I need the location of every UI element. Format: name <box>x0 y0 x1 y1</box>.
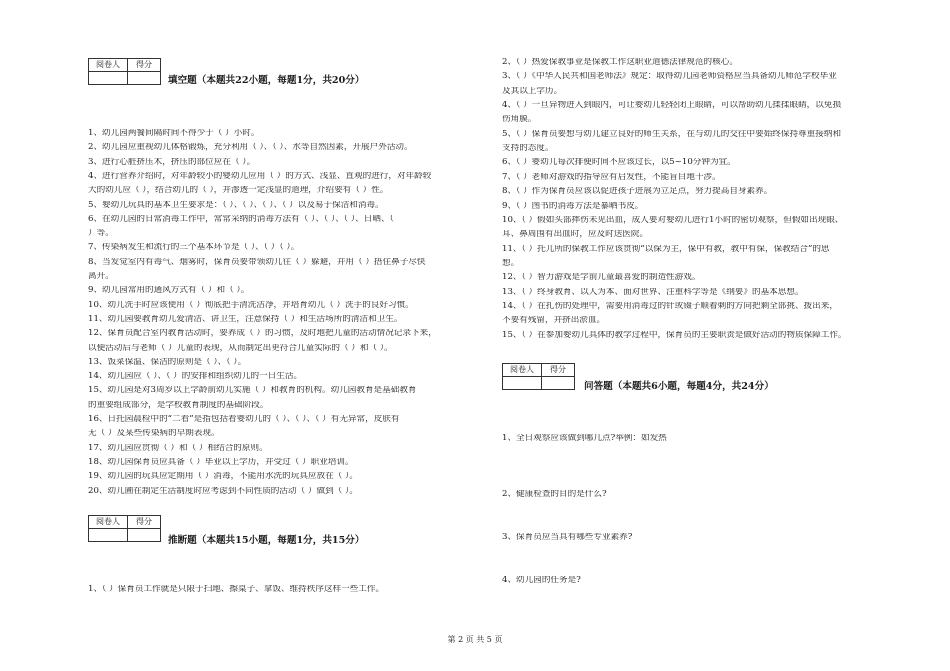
fill-question-line: 的重要组成部分，是学校教育制度的基础阶段。 <box>88 400 269 410</box>
judge-question-line: 6、（ ）婴幼儿每次排便时间不应该过长，以5~10分钟为宜。 <box>502 158 736 168</box>
fill-question-line: 13、饭菜保温、保洁的原则是（ ）、（ ）。 <box>88 357 247 367</box>
score-label-grader: 阅卷人 <box>89 516 128 529</box>
judge-question-line: 8、（ ）作为保育员应该以促进孩子进展为立足点，努力提高自身素养。 <box>502 187 773 196</box>
judge-question-line: 11、（ ）托儿所的保教工作应该贯彻“以保为主，保中有教，教中有保，保教结合”的思 <box>502 244 830 254</box>
fill-question-line: 7、传染病发生和流行的三个基本环节是（ ）、（ ）（ ）。 <box>88 243 300 252</box>
judge-question-line: 想。 <box>502 258 520 268</box>
fill-question-line: 大的幼儿应（ ），结合幼儿的（ ），并渗透一定浅显的道理，介绍要有（ ）性。 <box>88 186 389 195</box>
score-label-grader: 阅卷人 <box>503 364 542 377</box>
judge-question-line: 9、（ ）图书的消毒方法是暴晒书皮。 <box>502 201 644 211</box>
judge-question-line: 13、（ ）终身教育、以人为本、面对世界、注重科学等是《纲要》的基本思想。 <box>502 287 804 297</box>
fill-question-line: 离开。 <box>88 272 114 281</box>
fill-question-line: 3、进行心脏挤压术，挤压的部位应在（ ）。 <box>88 157 256 167</box>
score-label-score: 得分 <box>128 59 161 72</box>
judge-question-line: 10、（ ）假如头部摔伤未见出血，成人要对婴幼儿进行1小时的密切观察，但假如出现眼、 <box>502 215 844 225</box>
fill-question-line: 14、幼儿园应（ ）、（ ）的安排和组织幼儿的一日生活。 <box>88 372 303 381</box>
qa-question-1: 1、全日观察应该做到哪几点?举例：如发热 <box>502 434 667 443</box>
judge-question-line: 伤角膜。 <box>502 115 537 124</box>
qa-question-4: 4、幼儿园的任务是? <box>502 576 581 585</box>
judge-question-line: 支持的态度。 <box>502 144 554 153</box>
fill-question-line: 2、幼儿园应重视幼儿体格锻炼，充分利用（ ）、（ ）、水等自然因素，开展户外活动。 <box>88 143 413 152</box>
page-number: 第 2 页 共 5 页 <box>447 635 503 644</box>
fill-question-line: ）等。 <box>88 229 114 238</box>
judge-question-1: 1、（ ）保育员工作就是只限于扫地、擦桌子、拿饭、维持秩序这样一些工作。 <box>88 585 385 594</box>
section-title-judge: 推断题（本题共15小题，每题1分，共15分） <box>168 535 365 546</box>
fill-question-line: 11、幼儿园要教育幼儿爱清洁、讲卫生，注意保持（ ）和生活场所的清洁和卫生。 <box>88 314 403 324</box>
judge-question-line: 耳、鼻周围有出血时，应及时送医院。 <box>502 230 649 239</box>
judge-question-line: 不要有残留，并挤出淤血。 <box>502 316 606 325</box>
fill-question-line: 10、幼儿洗手时应该使用（ ）彻底把手清洗洁净，并培育幼儿（ ）洗手的良好习惯。 <box>88 300 414 310</box>
judge-question-line: 3、（ ）《中华人民共和国老师法》规定：取得幼儿园老师资格应当具备幼儿师范学校毕业 <box>502 72 837 81</box>
score-cell-score[interactable] <box>542 377 575 390</box>
judge-question-line: 2、（ ）热爱保教事业是保教工作这职业道德法律规范的核心。 <box>502 58 738 67</box>
fill-question-line: 19、幼儿园的玩具应定期用（ ）消毒，不能用水洗的玩具应放在（ ）。 <box>88 472 358 481</box>
fill-question-line: 以便活动后与老师（ ）儿童的表现，从而制定出更符合儿童实际的（ ）和（ ）。 <box>88 343 393 353</box>
score-cell-grader[interactable] <box>503 377 542 390</box>
judge-question-line: 及其以上学历。 <box>502 86 563 96</box>
fill-question-line: 12、保育员配合室内教育活动时，要养成（ ）的习惯，及时地把儿童的活动情况记录下来， <box>88 329 437 338</box>
section-title-qa: 问答题（本题共6小题，每题4分，共24分） <box>584 381 774 392</box>
judge-question-line: 15、（ ）在参加婴幼儿具体的教学过程中，保育员的主要职责是做好活动的物质保障工作。 <box>502 330 847 340</box>
judge-question-line: 14、（ ）在扎伤的处理中，需要用消毒过的针或镊子顺着刺的方向把剩全部挑、拨出来， <box>502 301 838 311</box>
judge-question-line: 7、（ ）老师对游戏的指导应有启发性，不能盲目地干涉。 <box>502 172 721 182</box>
fill-question-line: 1、幼儿园两餐间隔时间不得少于（ ）小时。 <box>88 129 260 138</box>
score-cell-score[interactable] <box>128 72 161 85</box>
qa-question-3: 3、保育员应当具有哪些专业素养? <box>502 533 633 542</box>
score-box-fill <box>88 58 161 85</box>
score-box-qa <box>502 363 575 390</box>
fill-question-line: 8、当发觉室内有毒气、烟雾时，保育员要带领幼儿往（ ）躲避，并用（ ）捂住鼻子尽快 <box>88 257 426 267</box>
fill-question-line: 无（ ）及某些传染病的早期表现。 <box>88 429 220 438</box>
judge-question-line: 4、（ ）一旦异物进入到眼内，可让婴幼儿轻轻闭上眼睛，可以帮助幼儿揉揉眼睛，以免损 <box>502 101 842 110</box>
qa-question-2: 2、健康检查的目的是什么? <box>502 490 607 499</box>
fill-question-line: 5、婴幼儿玩具的基本卫生要求是：（ ）、（ ）、（ ）、（ ）以及易于保洁和消毒。 <box>88 200 384 210</box>
score-cell-score[interactable] <box>128 529 161 542</box>
fill-question-line: 9、幼儿园常用的通风方式有（ ）和（ ）。 <box>88 286 250 295</box>
judge-question-line: 12、（ ）智力游戏是学前儿童最喜爱的制造性游戏。 <box>502 273 701 282</box>
fill-question-line: 20、幼儿圃在制定生活制度时应考虑到不同性质的活动（ ）做到（ ）。 <box>88 486 358 496</box>
section-title-fill: 填空题（本题共22小题，每题1分，共20分） <box>168 75 365 86</box>
score-cell-grader[interactable] <box>89 72 128 85</box>
score-label-score: 得分 <box>542 364 575 377</box>
score-box-judge <box>88 515 161 542</box>
fill-question-line: 15、幼儿园是对3周岁以上学龄前幼儿实施（ ）和教育的机构。幼儿园教育是基础教育 <box>88 386 417 395</box>
fill-question-line: 17、幼儿园应贯彻（ ）和（ ）相结合的原则。 <box>88 443 268 453</box>
fill-question-line: 4、进行营养介绍时，对年龄较小的婴幼儿应用（ ）的方式、浅显、直观的进行，对年龄较 <box>88 171 432 181</box>
fill-question-line: 16、日托园晨检中的“二看”是指包括看婴幼儿的（ ）、（ ）、（ ）有无异常，皮肤有 <box>88 415 400 424</box>
score-cell-grader[interactable] <box>89 529 128 542</box>
fill-question-line: 6、在幼儿园的日常消毒工作中，常常采纳的消毒方法有（ ）、（ ）、（ ）、日晒、（ <box>88 214 394 224</box>
score-label-score: 得分 <box>128 516 161 529</box>
fill-question-line: 18、幼儿园保育员应具备（ ）毕业以上学历，并受过（ ）职业培训。 <box>88 457 354 467</box>
score-label-grader: 阅卷人 <box>89 59 128 72</box>
judge-question-line: 5、（ ）保育员要想与幼儿建立良好的师生关系，在与幼儿的交往中要始终保持尊重接纳和 <box>502 129 842 139</box>
